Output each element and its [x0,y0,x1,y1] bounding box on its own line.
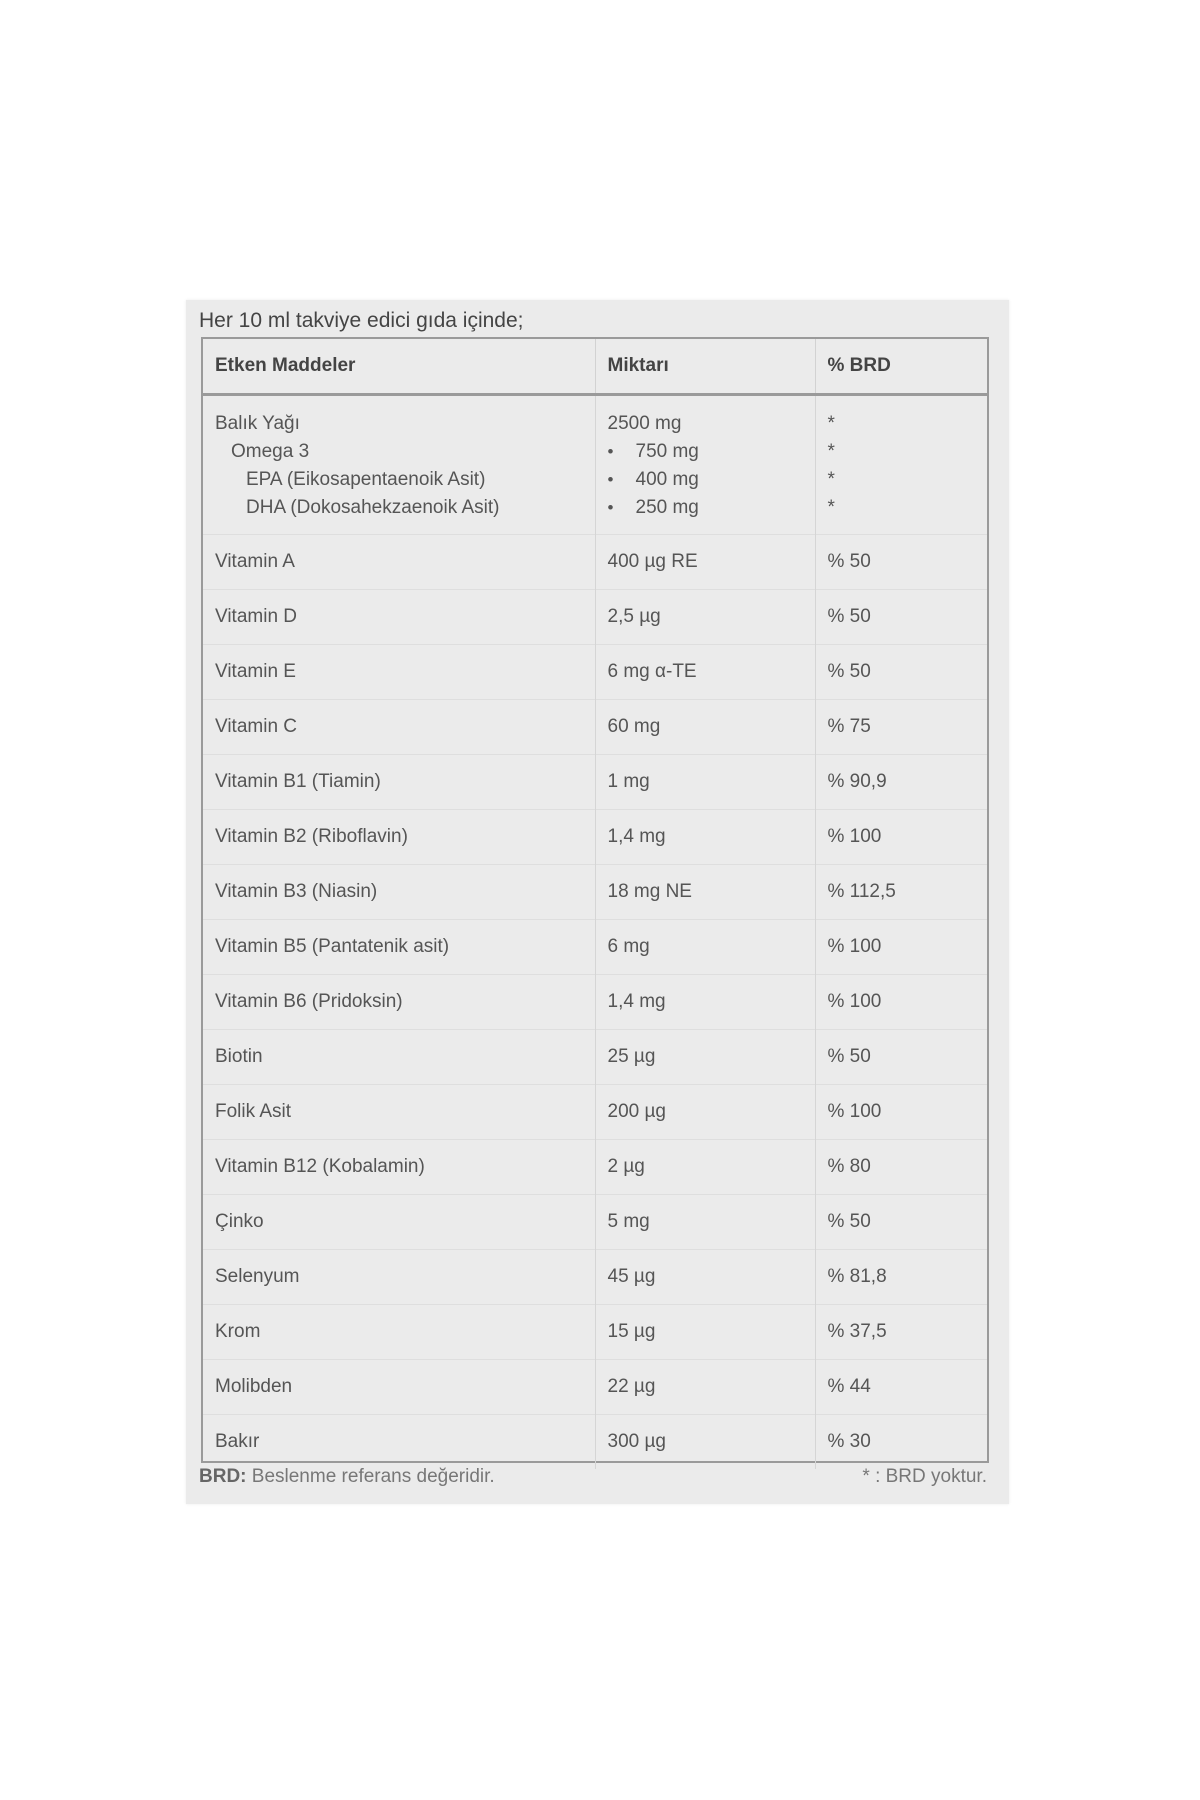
star-footnote: * : BRD yoktur. [862,1466,987,1487]
cell-brd: % 50 [815,535,987,590]
cell-amount: 2 µg [595,1140,815,1195]
cell-name: DHA (Dokosahekzaenoik Asit) [246,497,500,518]
brd-abbr: BRD: [199,1466,247,1487]
cell-amount: 5 mg [595,1195,815,1250]
cell-brd: % 100 [815,975,987,1030]
cell-brd: % 50 [815,1195,987,1250]
cell-name: Vitamin B5 (Pantatenik asit) [203,920,595,975]
cell-brd: % 80 [815,1140,987,1195]
supplement-facts-panel [186,300,1009,1504]
table-row [203,1250,987,1305]
table-row [203,920,987,975]
intro-text: Her 10 ml takviye edici gıda içinde; [199,309,524,332]
cell-name: Molibden [203,1360,595,1415]
table-header-row [203,339,987,395]
cell-brd: % 50 [815,590,987,645]
cell-amount: 15 µg [595,1305,815,1360]
cell-brd: * [827,441,835,462]
table-row [203,1360,987,1415]
cell-name: Bakır [203,1415,595,1470]
table-row [203,1195,987,1250]
cell-name: Çinko [203,1195,595,1250]
cell-name: Vitamin A [203,535,595,590]
table-row [203,700,987,755]
cell-name: Vitamin E [203,645,595,700]
cell-name: Vitamin B12 (Kobalamin) [203,1140,595,1195]
fish-oil-brd [815,395,987,535]
cell-brd: * [827,497,835,518]
cell-amount: 6 mg α-TE [595,645,815,700]
fish-oil-amounts [595,395,815,535]
cell-amount: 60 mg [595,700,815,755]
cell-brd: % 112,5 [815,865,987,920]
header-brd: % BRD [815,339,987,395]
cell-name: Vitamin B2 (Riboflavin) [203,810,595,865]
table-row [203,645,987,700]
table-row [203,865,987,920]
table-row [203,1030,987,1085]
cell-name: Selenyum [203,1250,595,1305]
cell-amount: 45 µg [595,1250,815,1305]
table-row [203,535,987,590]
cell-amount: 200 µg [595,1085,815,1140]
table-row-fish-oil [203,395,987,535]
table-row [203,1140,987,1195]
cell-amount: 1,4 mg [595,810,815,865]
nutrition-table [203,339,987,1469]
cell-amount: 22 µg [595,1360,815,1415]
cell-brd: % 50 [815,1030,987,1085]
cell-brd: % 81,8 [815,1250,987,1305]
cell-amount: 2,5 µg [595,590,815,645]
cell-brd: % 100 [815,1085,987,1140]
cell-amount: 25 µg [595,1030,815,1085]
cell-name: Vitamin D [203,590,595,645]
cell-brd: % 37,5 [815,1305,987,1360]
brd-description: Beslenme referans değeridir. [246,1466,495,1487]
cell-name: Vitamin B3 (Niasin) [203,865,595,920]
cell-brd: % 100 [815,810,987,865]
cell-name: Krom [203,1305,595,1360]
cell-name: Folik Asit [203,1085,595,1140]
header-amount: Miktarı [595,339,815,395]
table-row [203,1085,987,1140]
cell-brd: % 44 [815,1360,987,1415]
cell-brd: * [827,469,835,490]
cell-amount: 300 µg [595,1415,815,1470]
cell-amount: • 400 mg [608,466,815,494]
cell-brd: % 100 [815,920,987,975]
cell-amount: • 250 mg [608,494,815,522]
cell-amount: 1 mg [595,755,815,810]
cell-name: EPA (Eikosapentaenoik Asit) [246,469,486,490]
cell-amount: 1,4 mg [595,975,815,1030]
cell-name: Biotin [203,1030,595,1085]
cell-amount: 6 mg [595,920,815,975]
cell-brd: * [827,413,835,434]
cell-amount: 18 mg NE [595,865,815,920]
table-row [203,1305,987,1360]
cell-name: Omega 3 [231,441,310,462]
cell-brd: % 50 [815,645,987,700]
table-row [203,810,987,865]
table-row [203,590,987,645]
cell-amount: 2500 mg [607,413,682,434]
table-row [203,1415,987,1470]
table-row [203,755,987,810]
cell-name: Vitamin B1 (Tiamin) [203,755,595,810]
cell-brd: % 75 [815,700,987,755]
nutrition-table-frame [201,337,989,1463]
header-ingredient: Etken Maddeler [203,339,595,395]
cell-brd: % 30 [815,1415,987,1470]
cell-brd: % 90,9 [815,755,987,810]
cell-amount: • 750 mg [608,438,815,466]
cell-name: Balık Yağı [215,413,300,434]
fish-oil-names [203,395,595,535]
cell-name: Vitamin C [203,700,595,755]
cell-amount: 400 µg RE [595,535,815,590]
table-row [203,975,987,1030]
brd-footnote [199,1462,495,1492]
cell-name: Vitamin B6 (Pridoksin) [203,975,595,1030]
